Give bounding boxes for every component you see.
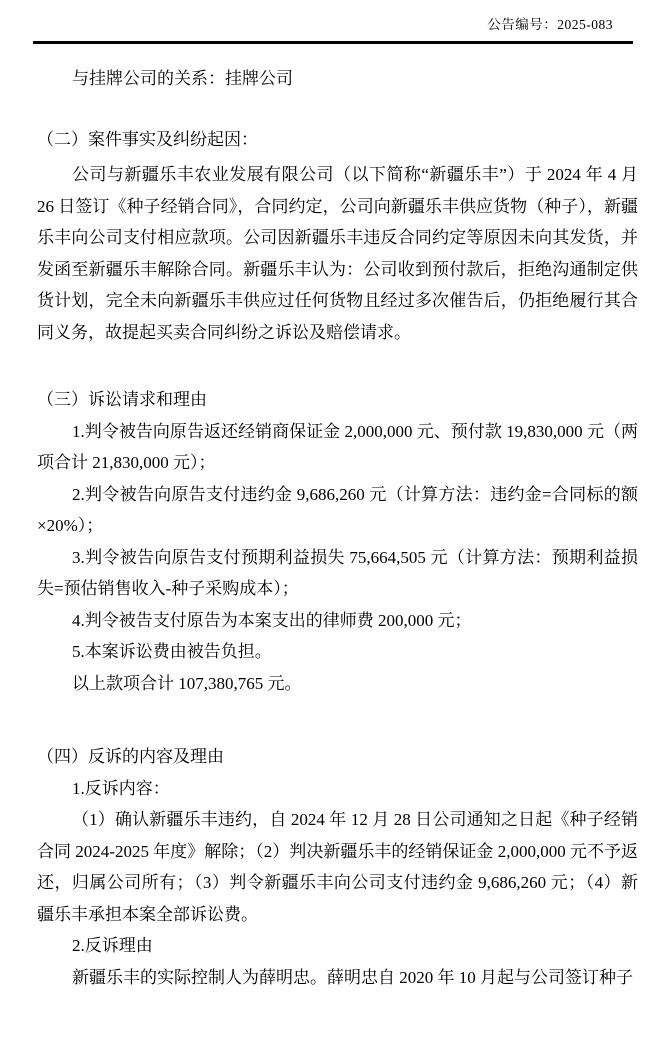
counterclaim-content-label: 1.反诉内容： <box>72 778 170 798</box>
claims-total-line: 以上款项合计 107,380,765 元。 <box>72 673 302 693</box>
document-body <box>37 56 638 993</box>
relationship-line: 与挂牌公司的关系：挂牌公司 <box>72 69 293 88</box>
claim-item-1: 1.判令被告向原告返还经销商保证金 2,000,000 元、预付款 19,830,000 元（两项合计 21,830,000 元）； <box>37 421 638 472</box>
section-heading-case-facts: （二）案件事实及纠纷起因： <box>37 129 258 149</box>
counterclaim-content-paragraph: （1）确认新疆乐丰违约，自 2024 年 12 月 28 日公司通知之日起《种子经销合同 2024-2025 年度》解除；（2）判决新疆乐丰的经销保证金 2,000,000 元不予返还，归属公司所有；（3）判令新疆乐丰向公司支付违约金 9,686,260 元；（4）新疆乐丰承担本案全部诉讼费。 <box>37 810 638 924</box>
counterclaim-reason-paragraph: 新疆乐丰的实际控制人为薛明忠。薛明忠自 2020 年 10 月起与公司签订种子 <box>72 967 633 987</box>
announcement-number: 公告编号：2025-083 <box>487 17 613 32</box>
section-heading-counterclaim: （四）反诉的内容及理由 <box>37 747 224 766</box>
counterclaim-reason-label: 2.反诉理由 <box>72 936 153 955</box>
header-divider-rule <box>33 41 633 44</box>
claim-item-2: 2.判令被告向原告支付违约金 9,686,260 元（计算方法：违约金=合同标的额×20%）； <box>37 484 638 535</box>
section-heading-claims: （三）诉讼请求和理由 <box>37 390 207 409</box>
claim-item-3: 3.判令被告向原告支付预期利益损失 75,664,505 元（计算方法：预期利益损失=预估销售收入-种子采购成本）； <box>37 547 638 598</box>
case-facts-paragraph: 公司与新疆乐丰农业发展有限公司（以下简称“新疆乐丰”）于 2024 年 4 月 26 日签订《种子经销合同》，合同约定，公司向新疆乐丰供应货物（种子），新疆乐丰向公司支付相应款项。公司因新疆乐丰违反合同约定等原因未向其发货，并发函至新疆乐丰解除合同。新疆乐丰认为：公司收到预付款后，拒绝沟通制定供货计划，完全未向新疆乐丰供应过任何货物且经过多次催告后，仍拒绝履行其合同义务，故提起买卖合同纠纷之诉讼及赔偿请求。 <box>37 165 638 342</box>
claim-item-4: 4.判令被告支付原告为本案支出的律师费 200,000 元； <box>72 610 472 630</box>
claim-item-5: 5.本案诉讼费由被告负担。 <box>72 642 272 661</box>
